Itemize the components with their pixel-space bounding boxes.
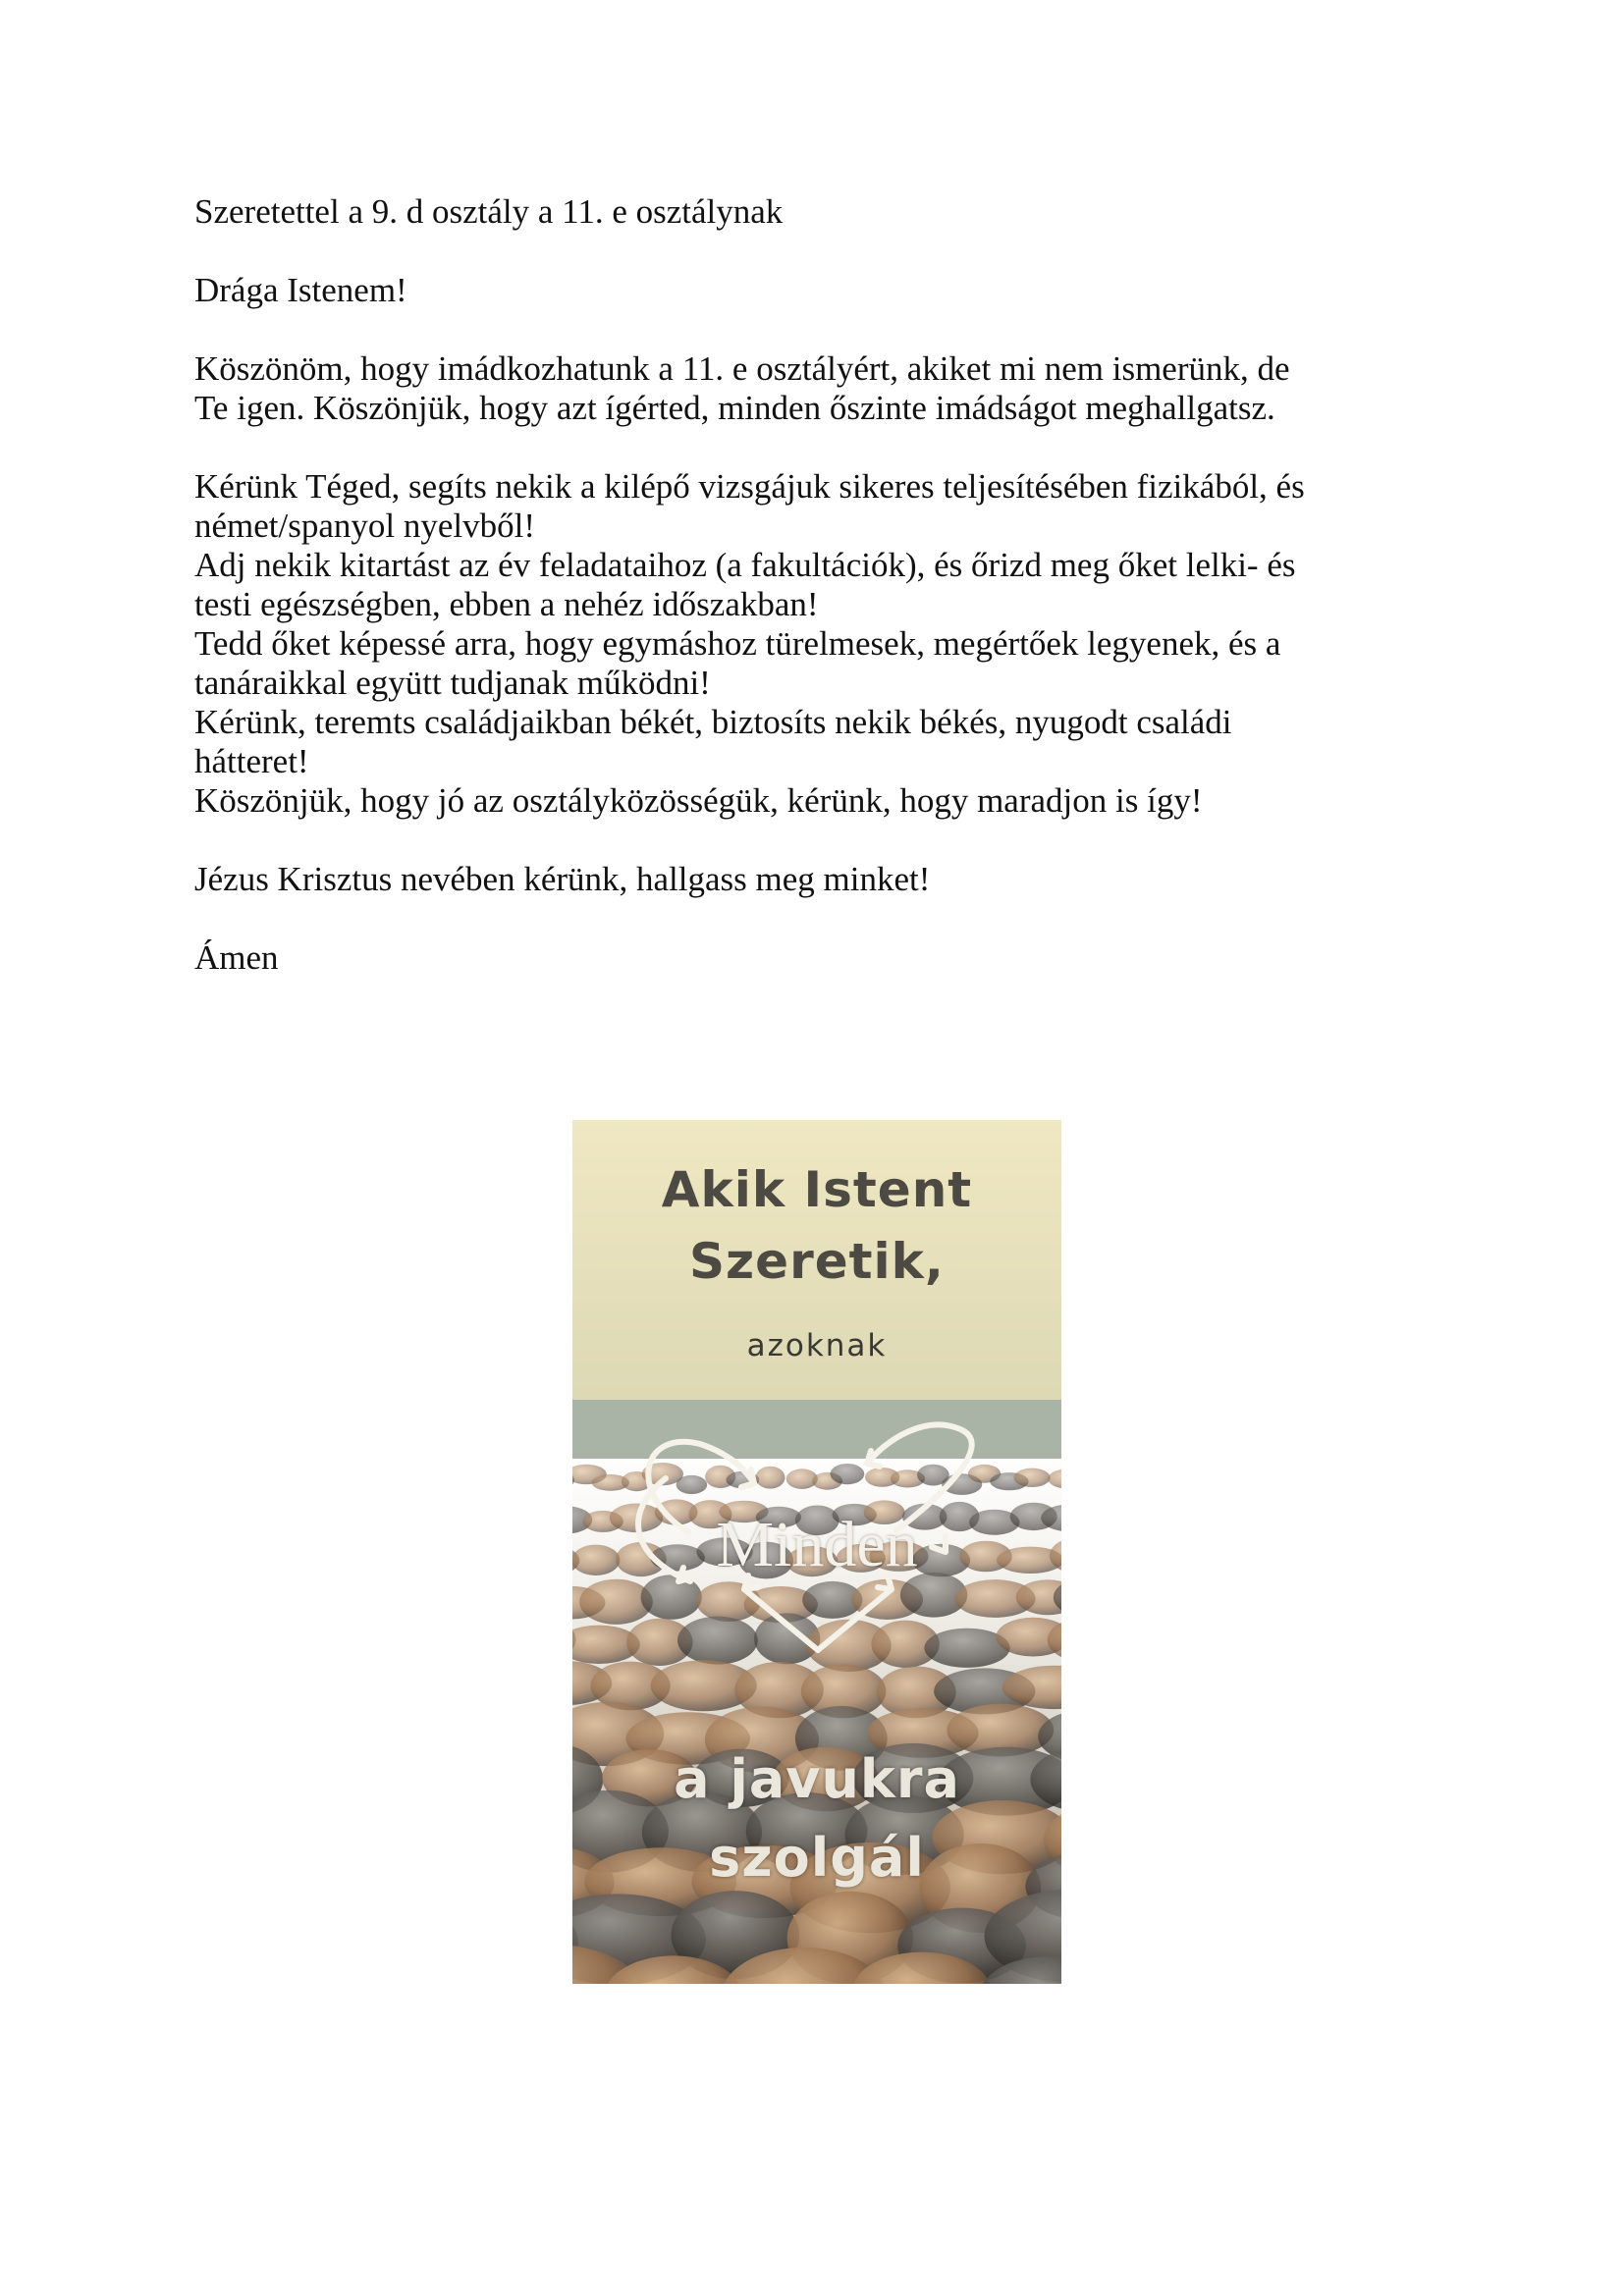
text-line: hátteret! (194, 742, 309, 780)
inspirational-image (572, 1120, 1061, 1984)
image-line-3: azoknak (746, 1328, 888, 1363)
closing-request: Jézus Krisztus nevében kérünk, hallgass meg minket! (194, 860, 931, 898)
image-line-2: Szeretik, (689, 1233, 945, 1290)
text-line: Köszönöm, hogy imádkozhatunk a 11. e osztályért, akiket mi nem ismerünk, de (194, 349, 1290, 388)
paragraph-requests (194, 467, 1451, 821)
text-line: Te igen. Köszönjük, hogy azt ígérted, minden őszinte imádságot meghallgatsz. (194, 389, 1275, 427)
spacer (194, 428, 1451, 467)
spacer (194, 232, 1451, 271)
text-line: Köszönjük, hogy jó az osztályközösségük, kérünk, hogy maradjon is így! (194, 781, 1203, 820)
pebble (756, 1467, 785, 1489)
text-line: Adj nekik kitartást az év feladataihoz (a fakultációk), és őrizd meg őket lelki- és (194, 546, 1296, 584)
text-line: Kérünk Téged, segíts nekik a kilépő vizsgájuk sikeres teljesítésében fizikából, és (194, 467, 1305, 506)
text-line: Kérünk, teremts családjaikban békét, biztosíts nekik békés, nyugodt családi (194, 703, 1232, 741)
image-line-5: a javukra (674, 1748, 960, 1810)
text-line: német/spanyol nyelvből! (194, 507, 536, 545)
letter-body (194, 192, 1451, 978)
spacer (194, 821, 1451, 860)
greeting: Drága Istenem! (194, 271, 407, 309)
spacer (194, 310, 1451, 349)
pebble (677, 1617, 758, 1665)
image-line-6: szolgál (709, 1827, 925, 1889)
spacer (194, 899, 1451, 938)
paragraph-thanks (194, 349, 1451, 428)
pebble (677, 1475, 708, 1494)
amen: Ámen (194, 938, 279, 977)
pebble (1014, 1468, 1051, 1487)
text-line: tanáraikkal együtt tudjanak működni! (194, 664, 711, 702)
image-line-1: Akik Istent (661, 1161, 973, 1218)
text-line: Tedd őket képessé arra, hogy egymáshoz türelmesek, megértőek legyenek, és a (194, 624, 1281, 663)
text-line: testi egészségben, ebben a nehéz időszakban! (194, 585, 819, 623)
pebble (831, 1464, 865, 1484)
image-line-4: Minden (716, 1509, 918, 1580)
dedication-line: Szeretettel a 9. d osztály a 11. e osztálynak (194, 192, 784, 231)
